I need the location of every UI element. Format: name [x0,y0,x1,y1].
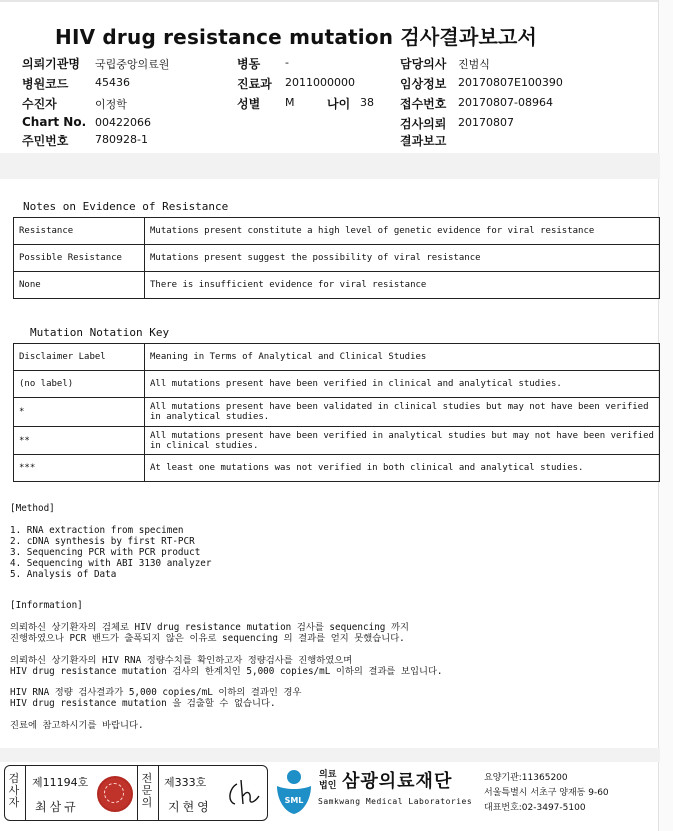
report-title: HIV drug resistance mutation 검사결과보고서 [55,25,538,49]
evidence-table [13,217,660,299]
notation-desc: All mutations present have been validated in clinical studies but may not have been verified in analytical studies. [145,398,660,427]
notation-table [13,343,660,482]
notation-label: Disclaimer Label [14,344,145,371]
value-requesting-institution: 국립중앙의료원 [95,58,170,71]
label-result-report: 결과보고 [400,134,447,148]
value-patient-name: 이정학 [95,98,127,111]
specialist-license-number: 제333호 [164,776,207,789]
specialist-vertical-label: 전문의 [141,772,153,809]
tester-vertical-label: 검사자 [8,772,20,809]
org-phone: 대표번호:02-3497-5100 [484,803,586,813]
label-test-request-date: 검사의뢰 [400,117,447,131]
table-row [14,245,660,272]
value-department: 2011000000 [285,76,355,89]
footer-divider-band [0,748,660,762]
header-divider-band [0,153,660,179]
label-hospital-code: 병원코드 [22,77,69,91]
table-row [14,371,660,398]
org-address: 서울특별시 서초구 양재동 9-60 [484,788,609,798]
evidence-desc: There is insufficient evidence for viral resistance [145,272,660,299]
notation-label: ** [14,427,145,455]
notation-desc: All mutations present have been verified in clinical and analytical studies. [145,371,660,398]
divider [25,766,26,820]
notation-desc: All mutations present have been verified in analytical studies but may not have been verified in clinical studies. [145,427,660,455]
notation-section-title: Mutation Notation Key [30,326,170,339]
label-receipt-number: 접수번호 [400,97,447,111]
evidence-section-title: Notes on Evidence of Resistance [23,200,229,213]
value-sex: M [285,96,295,109]
evidence-label: Resistance [14,218,145,245]
information-paragraph: HIV RNA 정량 검사결과가 5,000 copies/mL 이하의 결과인 경우 HIV drug resistance mutation 을 검출할 수 없습니다. [10,687,302,709]
evidence-label: Possible Resistance [14,245,145,272]
top-edge [0,0,673,2]
method-step: 2. cDNA synthesis by first RT-PCR [10,536,195,547]
org-name: 삼광의료재단 [342,771,453,792]
label-requesting-institution: 의뢰기관명 [22,57,80,71]
label-age: 나이 [327,97,351,111]
tester-license-number: 제11194호 [32,776,89,789]
divider [137,766,138,820]
value-test-request-date: 20170807 [458,116,514,129]
divider [158,766,159,820]
table-row [14,398,660,427]
tester-seal-icon [97,776,133,812]
org-institution-code: 요양기관:11365200 [484,773,568,783]
logo-text: SML [284,796,304,805]
information-paragraph: 진료에 참고하시기를 바랍니다. [10,720,144,731]
information-heading: [Information] [10,600,83,611]
method-step: 3. Sequencing PCR with PCR product [10,547,201,558]
method-step: 4. Sequencing with ABI 3130 analyzer [10,558,212,569]
label-resident-number: 주민번호 [22,134,69,148]
notation-label: * [14,398,145,427]
tester-name: 최삼규 [35,800,79,814]
evidence-desc: Mutations present constitute a high level of genetic evidence for viral resistance [145,218,660,245]
label-sex: 성별 [237,97,261,111]
method-step: 1. RNA extraction from specimen [10,525,184,536]
label-department: 진료과 [237,77,272,91]
value-resident-number: 780928-1 [95,133,148,146]
value-chart-number: 00422066 [95,116,151,129]
notation-label: (no label) [14,371,145,398]
table-row [14,455,660,482]
notation-desc: Meaning in Terms of Analytical and Clinical Studies [145,344,660,371]
specialist-name: 지현영 [168,800,212,814]
sml-logo-icon [273,766,315,816]
value-receipt-number: 20170807-08964 [458,96,553,109]
org-type-tag: 의료 법인 [319,770,337,791]
evidence-desc: Mutations present suggest the possibility of viral resistance [145,245,660,272]
label-ward: 병동 [237,57,261,71]
value-attending-doctor: 진범식 [458,58,490,71]
notation-desc: At least one mutations was not verified in both clinical and analytical studies. [145,455,660,482]
method-heading: [Method] [10,503,55,514]
value-ward: - [285,56,289,69]
value-clinical-info: 20170807E100390 [458,76,563,89]
signature-icon [225,776,263,810]
label-patient-name: 수진자 [22,97,57,111]
value-age: 38 [360,96,374,109]
notation-label: *** [14,455,145,482]
table-row [14,218,660,245]
table-row [14,272,660,299]
org-english-name: Samkwang Medical Laboratories [318,797,473,806]
evidence-label: None [14,272,145,299]
information-paragraph: 의뢰하신 상기환자의 HIV RNA 정량수치를 확인하고자 정량검사를 진행하였으며 HIV drug resistance mutation 검사의 한계치인 5,000 copies/mL 이하의 결과를 보입니다. [10,655,443,677]
information-paragraph: 의뢰하신 상기환자의 검체로 HIV drug resistance mutation 검사를 sequencing 까지 진행하였으나 PCR 밴드가 출폭되지 않은 이유로 sequencing 의 결과를 얻지 못했습니다. [10,622,409,644]
table-row [14,427,660,455]
label-chart-number: Chart No. [22,115,87,129]
value-hospital-code: 45436 [95,76,130,89]
label-attending-doctor: 담당의사 [400,57,447,71]
signature-box [4,765,268,821]
page-right-margin [658,0,673,831]
method-step: 5. Analysis of Data [10,569,117,580]
table-row [14,344,660,371]
label-clinical-info: 임상정보 [400,77,447,91]
